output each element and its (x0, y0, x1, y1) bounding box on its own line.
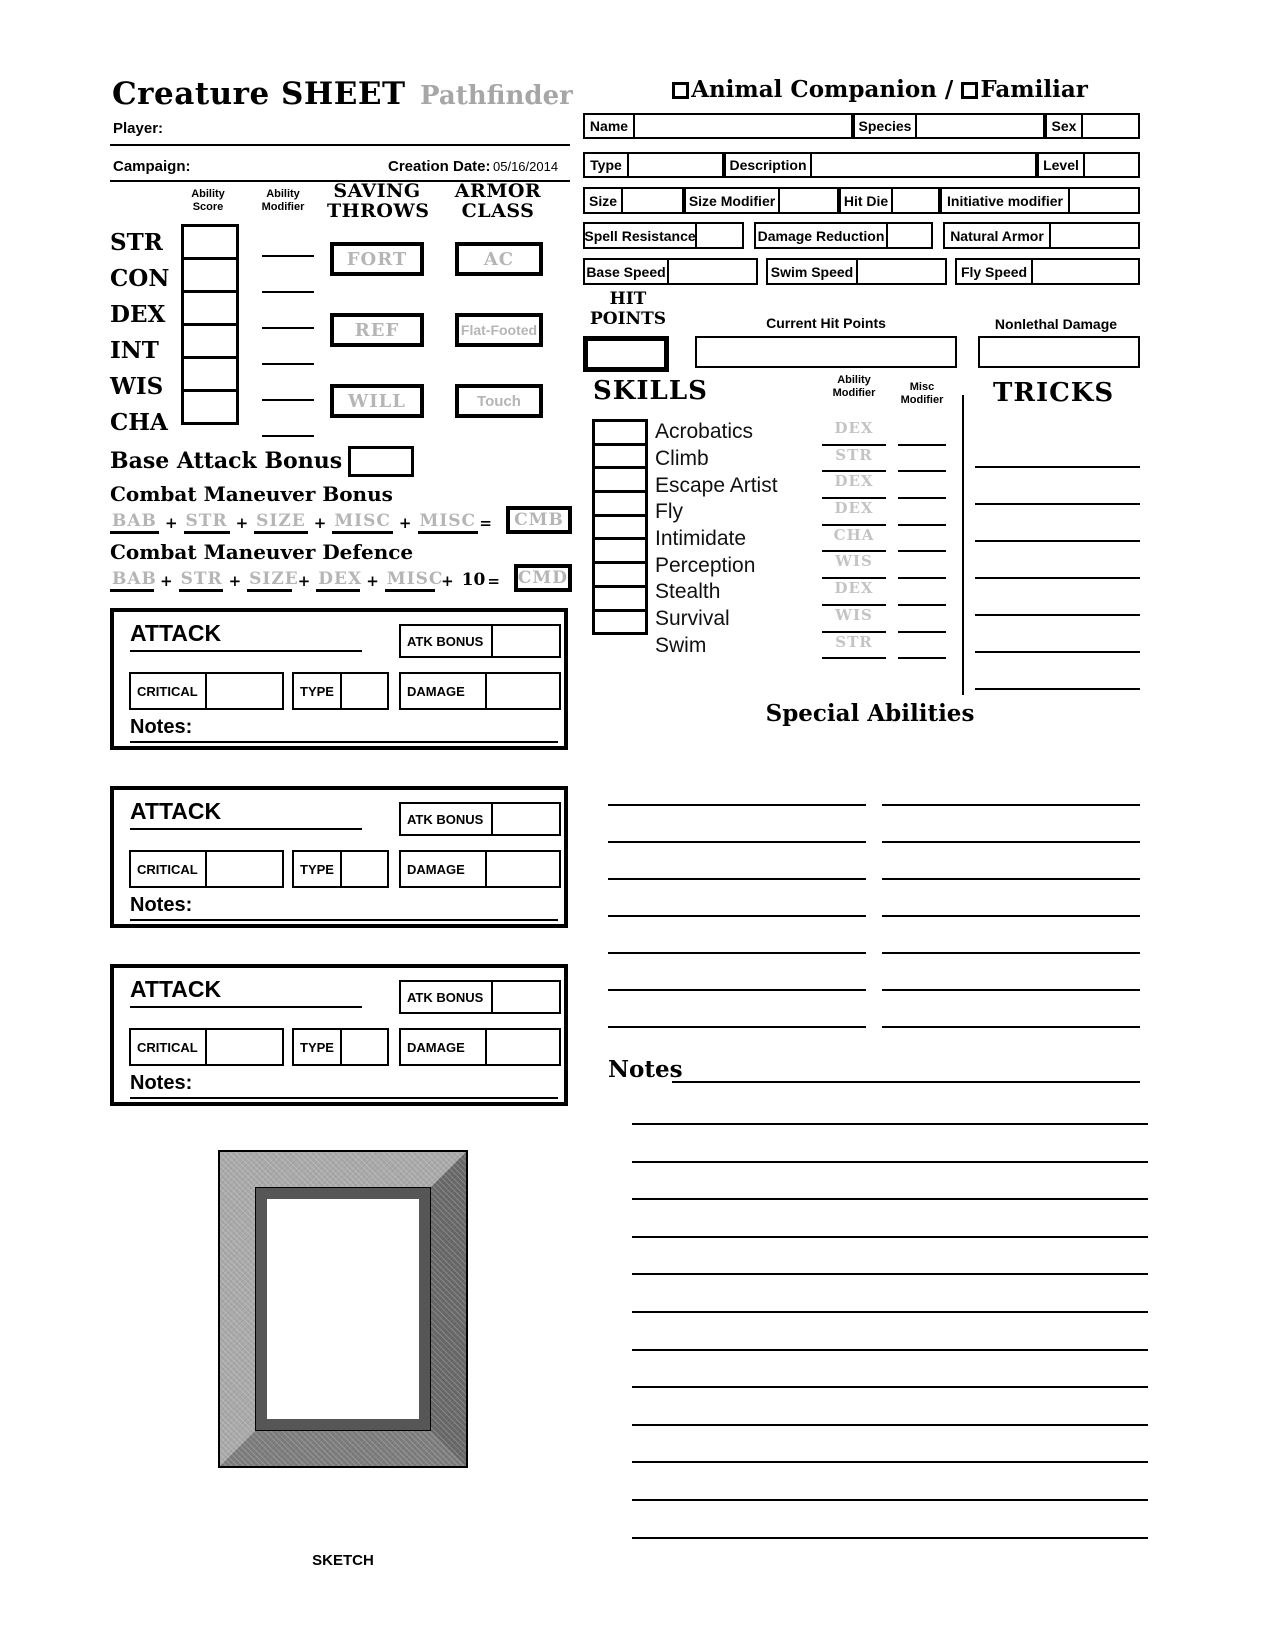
equals-sign: = (487, 572, 500, 590)
cmd-title: Combat Maneuver Defence (110, 540, 414, 564)
note-line[interactable] (632, 1386, 1148, 1388)
skill-ability-acrobatics: DEX (822, 419, 886, 446)
equals-sign: = (479, 514, 492, 532)
page-subtitle: Pathfinder (420, 81, 573, 111)
field-species-value[interactable] (917, 115, 1042, 137)
field-description-value[interactable] (812, 154, 1034, 176)
creation-date-value: 05/16/2014 (493, 159, 559, 174)
plus-sign: + (164, 514, 178, 532)
skills-title: SKILLS (593, 376, 708, 406)
skill-misc-line-intimidate[interactable] (898, 526, 946, 553)
hit-points-header: HIT POINTS (589, 289, 666, 329)
hit-points-box[interactable] (583, 336, 669, 372)
attack-notes-label: Notes: (130, 894, 193, 916)
base-attack-bonus-label: Base Attack Bonus (110, 448, 343, 474)
current-hit-points-box[interactable] (695, 336, 957, 368)
armor-class-header: ARMOR CLASS (454, 180, 542, 222)
field-name-label: Name (585, 115, 635, 137)
type-box (292, 850, 389, 888)
field-size-modifier (684, 187, 839, 214)
plus-sign: + (366, 572, 379, 590)
cmd-term-size[interactable]: SIZE (247, 569, 292, 592)
cmd-term-dex[interactable]: DEX (316, 569, 360, 592)
skill-misc-column (898, 419, 946, 659)
field-fly-speed-value[interactable] (1033, 260, 1138, 283)
attack-title-label: ATTACK (130, 976, 222, 1002)
trick-line[interactable] (975, 577, 1140, 579)
skill-rank-box-climb[interactable] (592, 443, 648, 470)
critical-box (129, 672, 284, 710)
field-type-label: Type (585, 154, 629, 176)
skill-ability-column (822, 419, 886, 659)
critical-label: CRITICAL (131, 852, 207, 886)
skill-name-perception: Perception (655, 553, 756, 577)
trick-line[interactable] (975, 540, 1140, 542)
skill-name-climb: Climb (655, 447, 709, 471)
special-ability-line[interactable] (608, 804, 866, 806)
field-size-modifier-value[interactable] (780, 189, 836, 212)
ability-label-int: INT (110, 336, 159, 364)
damage-label: DAMAGE (401, 852, 487, 886)
cmd-term-str[interactable]: STR (179, 569, 223, 592)
skill-ability-fly: DEX (822, 499, 886, 526)
atk-bonus-value[interactable] (493, 804, 559, 834)
special-ability-line[interactable] (608, 952, 866, 954)
skill-misc-modifier-header: Misc Modifier (900, 381, 944, 406)
attack-title (130, 620, 362, 652)
note-line[interactable] (632, 1161, 1148, 1163)
heading-separator: / (944, 76, 954, 103)
damage-box (399, 672, 561, 710)
damage-box (399, 1028, 561, 1066)
field-base-speed-label: Base Speed (585, 260, 669, 283)
nonlethal-damage-label: Nonlethal Damage (994, 316, 1118, 332)
skill-misc-line-climb[interactable] (898, 446, 946, 473)
fort-save-label: FORT (346, 248, 408, 270)
will-save-label: WILL (348, 390, 406, 412)
field-size (583, 187, 684, 214)
ability-score-box-wis[interactable] (181, 356, 239, 392)
critical-label: CRITICAL (131, 674, 207, 708)
field-damage-reduction-value[interactable] (888, 224, 930, 247)
skill-ability-climb: STR (822, 446, 886, 473)
field-name-value[interactable] (635, 115, 850, 137)
info-row-5 (583, 258, 1140, 285)
field-sex-value[interactable] (1083, 115, 1138, 137)
skill-name-fly: Fly (655, 500, 683, 524)
skill-ability-escape-artist: DEX (822, 472, 886, 499)
companion-heading (640, 76, 1120, 103)
ac-label: AC (483, 248, 515, 270)
skill-name-escape-artist: Escape Artist (655, 473, 778, 497)
special-ability-line[interactable] (882, 1026, 1140, 1028)
cmb-formula (110, 506, 572, 534)
trick-line[interactable] (975, 688, 1140, 690)
type-label: TYPE (294, 852, 342, 886)
note-line[interactable] (632, 1198, 1148, 1200)
skill-misc-line-escape-artist[interactable] (898, 472, 946, 499)
field-damage-reduction-label: Damage Reduction (756, 224, 888, 247)
field-description-label: Description (726, 154, 812, 176)
trick-line[interactable] (975, 466, 1140, 468)
field-natural-armor-value[interactable] (1051, 224, 1138, 247)
field-level-label: Level (1039, 154, 1085, 176)
info-row-3 (583, 187, 1140, 214)
attack-title (130, 976, 362, 1008)
field-size-label: Size (585, 189, 623, 212)
cmd-formula (110, 564, 572, 592)
flat-footed-label: Flat-Footed (460, 322, 538, 338)
animal-companion-checkbox[interactable] (672, 82, 689, 99)
ability-modifier-line-int[interactable] (262, 363, 314, 365)
critical-box (129, 850, 284, 888)
skill-rank-box-stealth[interactable] (592, 561, 648, 588)
flat-footed-ac-box[interactable] (455, 313, 543, 347)
note-line[interactable] (632, 1424, 1148, 1426)
skill-rank-box-swim[interactable] (592, 609, 648, 636)
atk-bonus-label: ATK BONUS (401, 982, 493, 1012)
damage-label: DAMAGE (401, 674, 487, 708)
cmb-term-misc[interactable]: MISC (418, 511, 479, 534)
base-attack-bonus-box[interactable] (348, 446, 414, 477)
campaign-label: Campaign: (113, 158, 191, 175)
skill-name-intimidate: Intimidate (655, 527, 747, 551)
cmb-term-misc[interactable]: MISC (332, 511, 393, 534)
note-line[interactable] (632, 1311, 1148, 1313)
special-ability-line[interactable] (882, 989, 1140, 991)
skill-ability-swim: STR (822, 633, 886, 660)
atk-bonus-box (399, 624, 561, 658)
note-line[interactable] (632, 1461, 1148, 1463)
page-title: Creature SHEET (112, 76, 406, 112)
nonlethal-damage-box[interactable] (978, 336, 1140, 368)
ac-box[interactable] (455, 242, 543, 276)
skill-ability-intimidate: CHA (822, 526, 886, 553)
skill-misc-line-swim[interactable] (898, 633, 946, 660)
skill-misc-line-fly[interactable] (898, 499, 946, 526)
field-sex-label: Sex (1047, 115, 1083, 137)
skill-name-column (655, 419, 778, 659)
special-ability-line[interactable] (608, 878, 866, 880)
sketch-canvas[interactable] (256, 1188, 430, 1430)
note-line[interactable] (632, 1349, 1148, 1351)
attack-block-2 (110, 786, 568, 928)
ability-label-wis: WIS (110, 372, 164, 400)
sketch-frame (218, 1150, 468, 1468)
ability-label-dex: DEX (110, 300, 166, 328)
ability-label-str: STR (110, 228, 163, 256)
plus-sign: + (441, 572, 454, 590)
skill-misc-line-acrobatics[interactable] (898, 419, 946, 446)
ability-modifier-line-cha[interactable] (262, 435, 314, 437)
field-name (583, 113, 853, 139)
player-field[interactable] (110, 122, 570, 146)
damage-value[interactable] (487, 852, 559, 886)
field-initiative-modifier-value[interactable] (1070, 189, 1138, 212)
field-level (1037, 152, 1140, 178)
plus-sign: + (228, 572, 242, 590)
field-size-modifier-label: Size Modifier (686, 189, 780, 212)
field-fly-speed-label: Fly Speed (957, 260, 1033, 283)
skill-rank-box-intimidate[interactable] (592, 514, 648, 541)
critical-label: CRITICAL (131, 1030, 207, 1064)
note-line[interactable] (632, 1499, 1148, 1501)
field-fly-speed (955, 258, 1140, 285)
damage-value[interactable] (487, 674, 559, 708)
field-swim-speed-label: Swim Speed (768, 260, 858, 283)
current-hit-points-label: Current Hit Points (766, 315, 886, 331)
field-damage-reduction (754, 222, 933, 249)
type-label: TYPE (294, 674, 342, 708)
type-value[interactable] (342, 1030, 387, 1064)
familiar-label: Familiar (980, 76, 1088, 103)
note-line[interactable] (632, 1236, 1148, 1238)
attack-title (130, 798, 362, 830)
ability-modifier-line-con[interactable] (262, 291, 314, 293)
skill-ability-survival: WIS (822, 606, 886, 633)
plus-sign: + (160, 572, 173, 590)
cmb-term-bab[interactable]: BAB (110, 511, 159, 534)
plus-sign: + (313, 514, 327, 532)
skill-ability-perception: WIS (822, 552, 886, 579)
plus-sign: + (398, 514, 412, 532)
special-ability-line[interactable] (608, 915, 866, 917)
skill-rank-column (592, 419, 648, 635)
touch-ac-box[interactable] (455, 384, 543, 418)
type-box (292, 1028, 389, 1066)
critical-value[interactable] (207, 852, 282, 886)
field-sex (1045, 113, 1140, 139)
cmd-term-bab[interactable]: BAB (110, 569, 154, 592)
atk-bonus-value[interactable] (493, 626, 559, 656)
field-spell-resistance-label: Spell Resistance (585, 224, 697, 247)
trick-line[interactable] (975, 651, 1140, 653)
skill-name-acrobatics: Acrobatics (655, 420, 754, 444)
field-base-speed-value[interactable] (669, 260, 755, 283)
field-hit-die-value[interactable] (893, 189, 937, 212)
field-spell-resistance-value[interactable] (697, 224, 741, 247)
type-value[interactable] (342, 852, 387, 886)
critical-box (129, 1028, 284, 1066)
cmd-constant: 10 (461, 570, 486, 590)
damage-box (399, 850, 561, 888)
field-type (583, 152, 724, 178)
field-species (853, 113, 1045, 139)
skill-rank-box-survival[interactable] (592, 585, 648, 612)
cmb-term-str[interactable]: STR (184, 511, 230, 534)
attack-block-3 (110, 964, 568, 1106)
skill-name-stealth: Stealth (655, 580, 721, 604)
field-natural-armor-label: Natural Armor (945, 224, 1051, 247)
skill-rank-box-perception[interactable] (592, 537, 648, 564)
critical-value[interactable] (207, 1030, 282, 1064)
cmd-term-misc[interactable]: MISC (385, 569, 435, 592)
ability-score-column (181, 224, 239, 425)
ability-modifier-line-wis[interactable] (262, 399, 314, 401)
skill-rank-box-escape-artist[interactable] (592, 466, 648, 493)
ability-score-box-dex[interactable] (181, 290, 239, 326)
skill-misc-line-survival[interactable] (898, 606, 946, 633)
note-line[interactable] (632, 1273, 1148, 1275)
field-swim-speed-value[interactable] (858, 260, 944, 283)
ability-modifier-header: Ability Modifier (261, 188, 305, 213)
info-row-1 (583, 113, 1140, 139)
skill-rank-box-acrobatics[interactable] (592, 419, 648, 446)
skill-name-survival: Survival (655, 607, 730, 631)
type-value[interactable] (342, 674, 387, 708)
field-type-value[interactable] (629, 154, 721, 176)
skill-name-swim: Swim (655, 633, 707, 657)
note-line[interactable] (632, 1537, 1148, 1539)
field-spell-resistance (583, 222, 744, 249)
attack-title-label: ATTACK (130, 798, 222, 824)
special-ability-line[interactable] (882, 841, 1140, 843)
cmb-result-box[interactable]: CMB (506, 506, 572, 534)
ability-modifier-line-dex[interactable] (262, 327, 314, 329)
attack-notes[interactable] (130, 1072, 558, 1099)
ref-save-box[interactable] (330, 313, 424, 347)
type-label: TYPE (294, 1030, 342, 1064)
ref-save-label: REF (354, 319, 400, 341)
notes-title: Notes (608, 1056, 683, 1083)
trick-line[interactable] (975, 614, 1140, 616)
ability-label-cha: CHA (110, 408, 168, 436)
type-box (292, 672, 389, 710)
cmb-title: Combat Maneuver Bonus (110, 482, 393, 506)
ability-score-box-str[interactable] (181, 224, 239, 260)
skill-misc-line-perception[interactable] (898, 552, 946, 579)
plus-sign: + (235, 514, 249, 532)
field-swim-speed (766, 258, 947, 285)
special-ability-line[interactable] (882, 915, 1140, 917)
atk-bonus-box (399, 980, 561, 1014)
special-ability-line[interactable] (608, 989, 866, 991)
special-abilities-title: Special Abilities (765, 700, 975, 727)
trick-line[interactable] (975, 503, 1140, 505)
atk-bonus-label: ATK BONUS (401, 804, 493, 834)
skill-ability-stealth: DEX (822, 579, 886, 606)
field-size-value[interactable] (623, 189, 681, 212)
info-row-2 (583, 152, 1140, 178)
ability-score-box-int[interactable] (181, 323, 239, 359)
special-ability-line[interactable] (882, 952, 1140, 954)
attack-title-label: ATTACK (130, 620, 222, 646)
tricks-title: TRICKS (993, 378, 1115, 408)
ability-name-column (110, 224, 169, 440)
field-hit-die-label: Hit Die (841, 189, 893, 212)
skills-tricks-divider (962, 395, 964, 695)
atk-bonus-label: ATK BONUS (401, 626, 493, 656)
damage-value[interactable] (487, 1030, 559, 1064)
will-save-box[interactable] (330, 384, 424, 418)
animal-companion-label: Animal Companion (691, 76, 937, 103)
field-description (724, 152, 1037, 178)
info-row-4 (583, 222, 1140, 249)
ability-score-box-cha[interactable] (181, 389, 239, 425)
ability-score-header: Ability Score (191, 188, 225, 213)
attack-notes-label: Notes: (130, 716, 193, 738)
critical-value[interactable] (207, 674, 282, 708)
player-label: Player: (113, 120, 164, 137)
special-ability-line[interactable] (608, 1026, 866, 1028)
special-ability-line[interactable] (608, 841, 866, 843)
cmd-result-box[interactable]: CMD (514, 564, 572, 592)
attack-notes[interactable] (130, 716, 558, 743)
attack-notes-label: Notes: (130, 1072, 193, 1094)
plus-sign: + (297, 572, 311, 590)
field-initiative-modifier-label: Initiative modifier (942, 189, 1070, 212)
note-line[interactable] (632, 1123, 1148, 1125)
field-species-label: Species (855, 115, 917, 137)
field-natural-armor (943, 222, 1140, 249)
field-hit-die (839, 187, 940, 214)
atk-bonus-value[interactable] (493, 982, 559, 1012)
notes-title-line[interactable] (672, 1060, 1140, 1083)
ability-label-con: CON (110, 264, 170, 292)
fort-save-box[interactable] (330, 242, 424, 276)
creation-date-label: Creation Date: (388, 158, 491, 175)
field-level-value[interactable] (1085, 154, 1138, 176)
campaign-field[interactable] (110, 158, 570, 182)
attack-notes[interactable] (130, 894, 558, 921)
saving-throws-header: SAVING THROWS (327, 180, 430, 222)
familiar-checkbox[interactable] (961, 82, 978, 99)
damage-label: DAMAGE (401, 1030, 487, 1064)
ability-modifier-line-str[interactable] (262, 255, 314, 257)
attack-block-1 (110, 608, 568, 750)
field-base-speed (583, 258, 758, 285)
atk-bonus-box (399, 802, 561, 836)
skill-ability-modifier-header: Ability Modifier (832, 374, 876, 399)
sketch-label: SKETCH (312, 1552, 374, 1569)
skill-rank-box-fly[interactable] (592, 490, 648, 517)
skill-misc-line-stealth[interactable] (898, 579, 946, 606)
field-initiative-modifier (940, 187, 1140, 214)
touch-label: Touch (477, 392, 521, 410)
ability-score-box-con[interactable] (181, 257, 239, 293)
special-ability-line[interactable] (882, 878, 1140, 880)
special-ability-line[interactable] (882, 804, 1140, 806)
cmb-term-size[interactable]: SIZE (254, 511, 308, 534)
